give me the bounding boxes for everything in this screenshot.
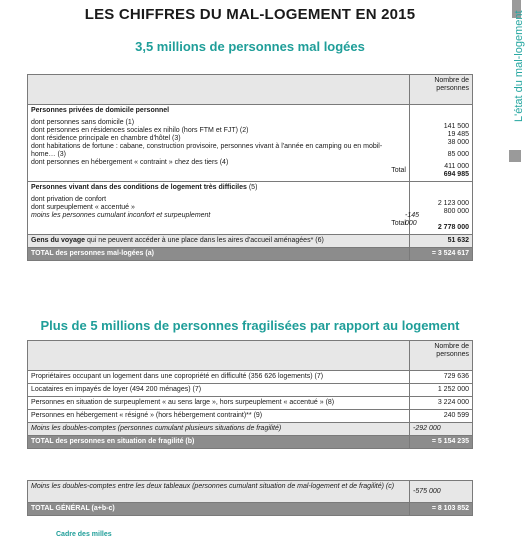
table-row <box>28 384 473 397</box>
table-row-value: 240 599 <box>410 410 473 423</box>
table-row <box>28 397 473 410</box>
total-label: TOTAL des personnes en situation de fragilité (b) <box>28 436 410 449</box>
doubles-comptes-label: Moins les doubles-comptes (personnes cumulant plusieurs situations de fragilité) <box>28 423 410 436</box>
table-row-label: moins les personnes cumulant inconfort et surpeuplement -145 000 <box>31 212 420 227</box>
voyage-label-bold: Gens du voyage <box>31 237 86 244</box>
total-value: = 3 524 617 <box>410 248 473 261</box>
total-row <box>28 436 473 449</box>
group1-title: Personnes privées de domicile personnel <box>31 107 170 114</box>
total-label: TOTAL des personnes mal-logées (a) <box>28 248 410 261</box>
column-header: Nombre de personnes <box>410 341 473 371</box>
general-total-table <box>27 480 473 516</box>
header-empty-cell <box>28 75 410 105</box>
doubles-comptes-row <box>28 423 473 436</box>
group1-block <box>28 105 473 182</box>
doubles-comptes-value: -292 000 <box>410 423 473 436</box>
fragilite-table <box>27 340 473 449</box>
table-row <box>28 371 473 384</box>
table-row-label: dont personnes sans domicile (1) <box>31 119 135 126</box>
table-row-label: Personnes en situation de surpeuplement « au sens large », hors surpeuplement « accentué » (8) <box>28 397 410 410</box>
table-row <box>28 410 473 423</box>
table-header-row <box>28 75 473 105</box>
mal-loges-table <box>27 74 473 261</box>
table-row-value: 38 000 <box>447 139 469 146</box>
table-row-label: Propriétaires occupant un logement dans une copropriété en difficulté (356 626 logements) (7) <box>28 371 410 384</box>
group1-total-value: 694 985 <box>443 171 469 178</box>
table-row-value: 729 636 <box>410 371 473 384</box>
table-row-label: dont personnes en hébergement « contraint » chez des tiers (4) <box>31 159 229 166</box>
table-row-label: dont surpeuplement « accentué » <box>31 204 135 211</box>
group2-title-note: (5) <box>248 184 258 191</box>
table-row-label: dont résidence principale en chambre d'hôtel (3) <box>31 135 181 142</box>
header-empty-cell <box>28 341 410 371</box>
table-row-value-minus: -145 000 <box>405 212 420 227</box>
table-row-value: 141 500 <box>443 123 469 130</box>
table-row-label: dont personnes en résidences sociales ex nihilo (hors FTM et FJT) (2) <box>31 127 249 134</box>
group2-total-label: Total <box>391 220 406 227</box>
group2-title: Personnes vivant dans des conditions de logement très difficiles <box>31 184 247 191</box>
side-gray-marker <box>509 150 521 162</box>
doubles-comptes-row <box>28 481 473 503</box>
side-chapter-label: L'état du mal-logement <box>513 10 525 122</box>
table-row-value: 1 252 000 <box>410 384 473 397</box>
group2-block <box>28 182 473 235</box>
table-header-row <box>28 341 473 371</box>
footer-partial-heading: Cadre des milles <box>56 531 112 538</box>
table-row-value: 3 224 000 <box>410 397 473 410</box>
voyage-label: qui ne peuvent accéder à une place dans les aires d'accueil aménagées* (6) <box>85 237 324 244</box>
group1-total-label: Total <box>391 167 406 174</box>
grand-total-row <box>28 503 473 516</box>
table-row-label: Locataires en impayés de loyer (494 200 ménages) (7) <box>28 384 410 397</box>
table-row-value: 2 123 000 <box>437 200 469 207</box>
total-row <box>28 248 473 261</box>
total-value: = 5 154 235 <box>410 436 473 449</box>
table-row-value: 85 000 <box>447 151 469 158</box>
section1-heading: 3,5 millions de personnes mal logées <box>135 39 365 54</box>
table-row-label: Personnes en hébergement « résigné » (hors hébergement contraint)** (9) <box>28 410 410 423</box>
table-row-value: 411 000 <box>444 163 469 170</box>
page-title: LES CHIFFRES DU MAL-LOGEMENT EN 2015 <box>84 6 416 23</box>
column-header: Nombre de personnes <box>410 75 473 105</box>
table-row-label: dont habitations de fortune : cabane, construction provisoire, personnes vivant à l'année en camping ou en mobil-home… (3) <box>31 143 383 158</box>
doubles-comptes-value: -575 000 <box>410 481 473 503</box>
grand-total-label: TOTAL GÉNÉRAL (a+b-c) <box>28 503 410 516</box>
table-row-value: 800 000 <box>443 208 469 215</box>
voyage-value: 51 632 <box>410 235 473 248</box>
voyage-row <box>28 235 473 248</box>
grand-total-value: = 8 103 852 <box>410 503 473 516</box>
group2-total-value: 2 778 000 <box>437 224 469 231</box>
table-row-value: 19 485 <box>447 131 469 138</box>
section2-heading: Plus de 5 millions de personnes fragilisées par rapport au logement <box>40 318 460 333</box>
doubles-comptes-label: Moins les doubles-comptes entre les deux tableaux (personnes cumulant situation de mal-logement et de fragilité) (c) <box>28 481 410 503</box>
table-row-label: dont privation de confort <box>31 196 107 203</box>
